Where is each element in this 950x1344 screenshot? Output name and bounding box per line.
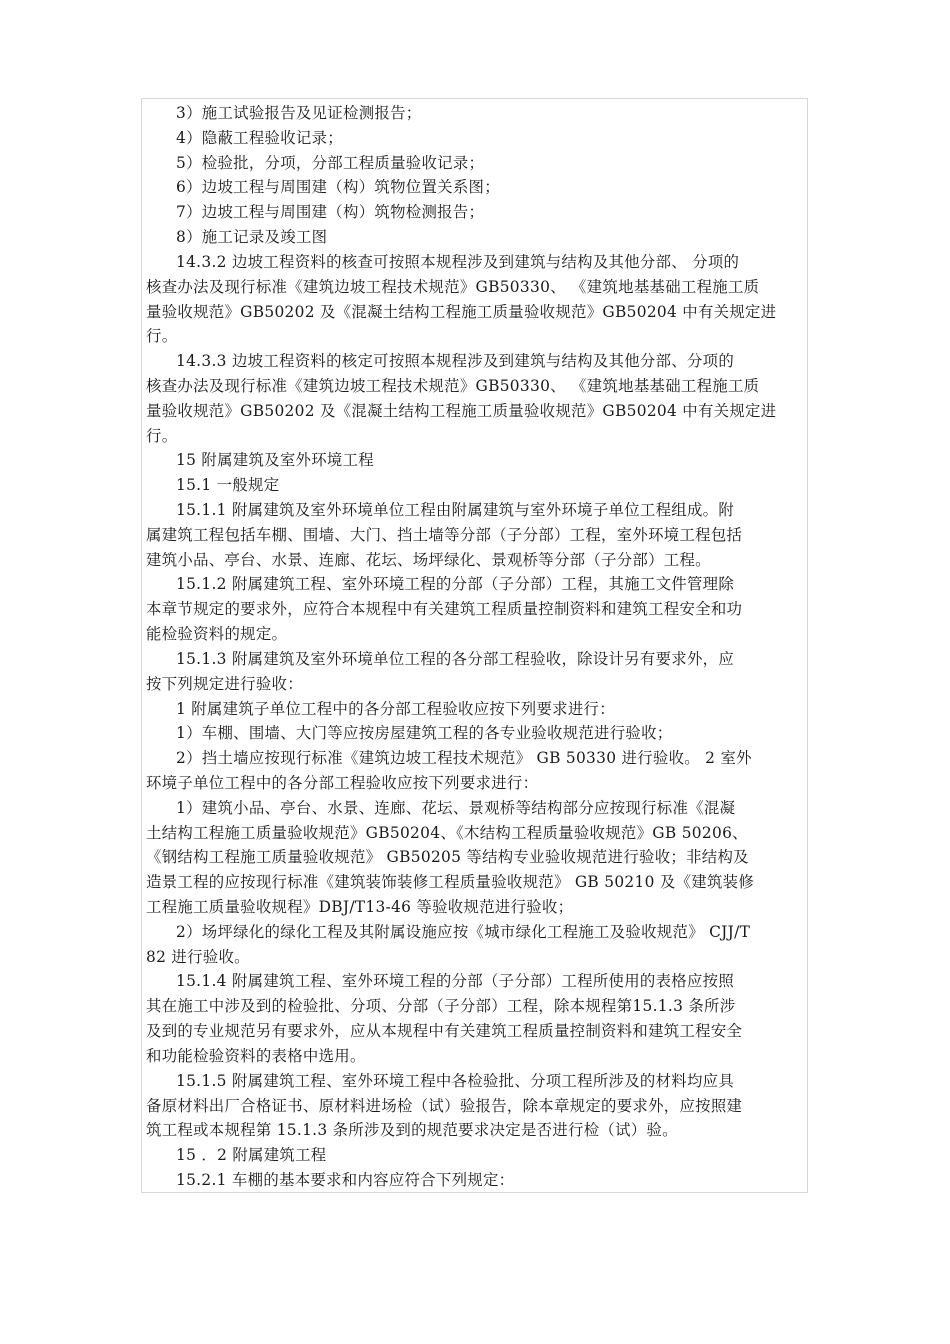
text-line: 备原材料出厂合格证书、原材料进场检（试）验报告，除本章规定的要求外，应按照建 [146,1096,743,1115]
text-line: 4）隐蔽工程验收记录； [176,128,343,147]
text-line: 2）挡土墙应按现行标准《建筑边坡工程技术规范》 GB 50330 进行验收。 2 室外 [176,749,752,768]
text-line: 能检验资料的规定。 [146,625,288,644]
text-line: 本章节规定的要求外，应符合本规程中有关建筑工程质量控制资料和建筑工程安全和功 [146,600,743,619]
text-line: 15 附属建筑及室外环境工程 [176,451,374,470]
text-line: 按下列规定进行验收： [146,674,303,693]
text-line: 3）施工试验报告及见证检测报告； [176,104,422,122]
text-line: 量验收规范》GB50202 及《混凝土结构工程施工质量验收规范》GB50204 中有关规定进 [146,302,777,321]
text-line: 82 进行验收。 [146,947,250,966]
text-line: 及到的专业规范另有要求外，应从本规程中有关建筑工程质量控制资料和建筑工程安全 [146,1022,743,1041]
text-line: 核查办法及现行标准《建筑边坡工程技术规范》GB50330、 《建筑地基基础工程施工质 [146,277,760,296]
text-line: 2）场坪绿化的绿化工程及其附属设施应按《城市绿化工程施工及验收规范》 CJJ/T [176,922,751,941]
text-line: 1）建筑小品、亭台、水景、连廊、花坛、景观桥等结构部分应按现行标准《混凝 [176,798,736,817]
text-line: 8）施工记录及竣工图 [176,228,328,247]
text-line: 1 附属建筑子单位工程中的各分部工程验收应按下列要求进行： [176,699,615,718]
text-line: 属建筑工程包括车棚、围墙、大门、挡土墙等分部（子分部）工程，室外环境工程包括 [146,525,743,544]
text-line: 工程施工质量验收规程》DBJ/T13-46 等验收规范进行验收； [146,898,574,916]
document-body [146,101,807,1193]
text-line: 15.1.3 附属建筑及室外环境单位工程的各分部工程验收，除设计另有要求外，应 [176,649,735,668]
text-line: 14.3.3 边坡工程资料的核定可按照本规程涉及到建筑与结构及其他分部、分项的 [176,352,735,371]
text-line: 《钢结构工程施工质量验收规范》 GB50205 等结构专业验收规范进行验收；非结构及 [146,848,749,867]
text-line: 15.1.2 附属建筑工程、室外环境工程的分部（子分部）工程，其施工文件管理除 [176,575,735,594]
text-line: 和功能检验资料的表格中选用。 [146,1046,366,1065]
document-page [141,98,808,1193]
text-line: 14.3.2 边坡工程资料的核查可按照本规程涉及到建筑与结构及其他分部、 分项的 [176,252,740,271]
text-line: 筑工程或本规程第 15.1.3 条所涉及到的规范要求决定是否进行检（试）验。 [146,1121,678,1140]
text-line: 行。 [146,426,178,445]
text-line: 5）检验批，分项，分部工程质量验收记录； [176,153,485,172]
text-line: 15.1.4 附属建筑工程、室外环境工程的分部（子分部）工程所使用的表格应按照 [176,972,735,991]
text-line: 1）车棚、围墙、大门等应按房屋建筑工程的各专业验收规范进行验收； [176,724,673,743]
text-line: 土结构工程施工质量验收规范》GB50204、《木结构工程质量验收规范》GB 50206、 [146,823,748,842]
text-line: 其在施工中涉及到的检验批、分项、分部（子分部）工程，除本规程第15.1.3 条所涉 [146,997,736,1016]
text-line: 行。 [146,327,178,346]
text-line: 量验收规范》GB50202 及《混凝土结构工程施工质量验收规范》GB50204 中有关规定进 [146,401,777,420]
text-line: 6）边坡工程与周围建（构）筑物位置关系图； [176,178,500,197]
text-line: 15.2.1 车棚的基本要求和内容应符合下列规定： [176,1170,515,1189]
text-line: 15.1 一般规定 [176,476,280,495]
text-line: 建筑小品、亭台、水景、连廊、花坛、场坪绿化、景观桥等分部（子分部）工程。 [146,550,711,569]
text-line: 15 ．2 附属建筑工程 [176,1146,327,1165]
text-line: 15.1.5 附属建筑工程、室外环境工程中各检验批、分项工程所涉及的材料均应具 [176,1071,735,1090]
text-line: 7）边坡工程与周围建（构）筑物检测报告； [176,203,485,222]
text-line: 核查办法及现行标准《建筑边坡工程技术规范》GB50330、 《建筑地基基础工程施工质 [146,376,760,395]
text-line: 15.1.1 附属建筑及室外环境单位工程由附属建筑与室外环境子单位工程组成。附 [176,501,735,519]
text-line: 环境子单位工程中的各分部工程验收应按下列要求进行： [146,773,539,792]
text-line: 造景工程的应按现行标准《建筑装饰装修工程质量验收规范》 GB 50210 及《建筑装修 [146,873,755,892]
